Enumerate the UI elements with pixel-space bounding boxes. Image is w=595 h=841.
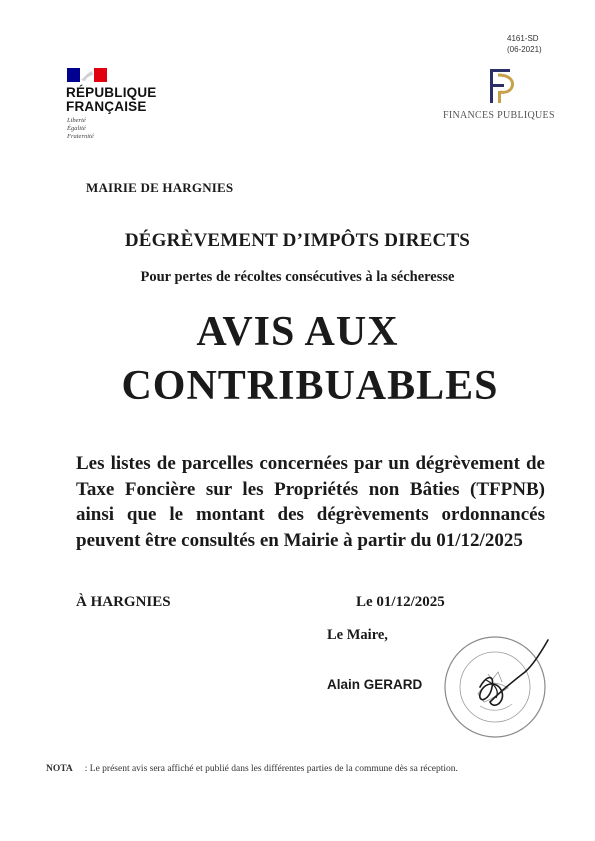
avis-heading-line1: AVIS AUX [196, 309, 399, 355]
finances-publiques-logo-icon [484, 67, 520, 107]
marianne-flag-icon [67, 68, 107, 82]
notice-body: Les listes de parcelles concernées par un dégrèvement de Taxe Foncière sur les Propriétés non Bâties (TFPNB) ainsi que le montant des dégrèvements ordonnancés peuvent être consultés en Mairie à partir du 01/12/2025 [76, 453, 545, 551]
nota-text: : Le présent avis sera affiché et publié dans les différentes parties de la commune dès sa réception. [84, 764, 458, 774]
form-date: (06-2021) [507, 45, 542, 54]
place: À HARGNIES [76, 594, 171, 610]
mayor-name: Alain GERARD [327, 677, 423, 692]
form-code: 4161-SD [507, 34, 539, 43]
motto [67, 117, 94, 141]
mayor-label: Le Maire, [327, 627, 388, 643]
date: Le 01/12/2025 [356, 594, 445, 610]
nota-line [46, 764, 458, 774]
motto-fraternite: Fraternité [67, 133, 94, 140]
motto-liberte: Liberté [67, 117, 86, 124]
republique-line2: FRANÇAISE [66, 99, 147, 114]
document-subtitle: Pour pertes de récoltes consécutives à la sécheresse [140, 269, 455, 285]
document-title: DÉGRÈVEMENT D’IMPÔTS DIRECTS [124, 230, 471, 251]
avis-heading-line2: CONTRIBUABLES [121, 363, 499, 409]
mayor-signature [450, 632, 560, 722]
nota-label: NOTA [46, 764, 73, 774]
motto-egalite: Égalité [67, 125, 86, 132]
mairie-name: MAIRIE DE HARGNIES [86, 180, 234, 195]
republique-francaise-logo [66, 86, 157, 114]
form-reference [507, 33, 542, 55]
finances-publiques-text: FINANCES PUBLIQUES [443, 110, 555, 121]
republique-line1: RÉPUBLIQUE [66, 85, 157, 100]
